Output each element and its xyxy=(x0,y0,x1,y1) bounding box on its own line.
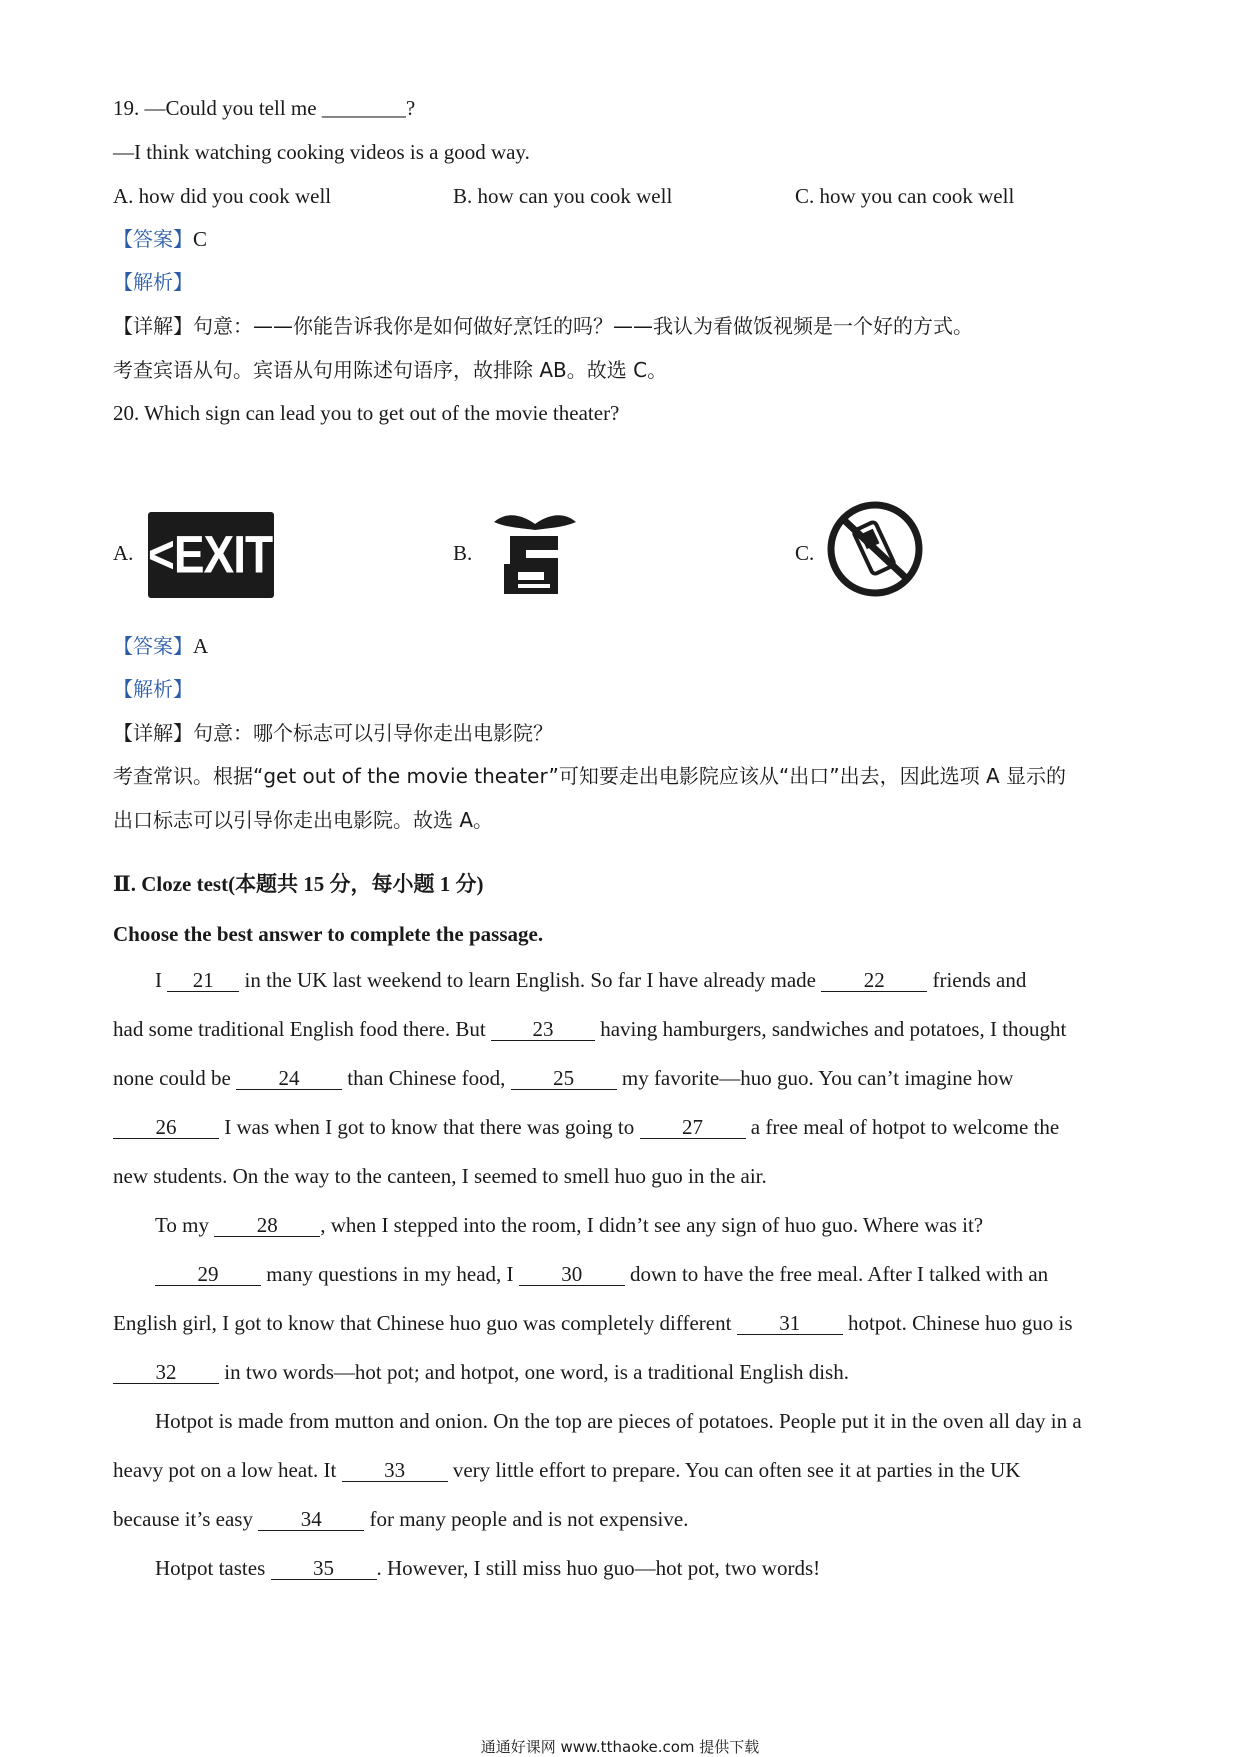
exit-sign-text: <EXIT> xyxy=(148,524,298,584)
answer-value: C xyxy=(193,227,208,251)
blank-32[interactable]: 32 xyxy=(113,1361,219,1384)
passage-line-1: I 21 in the UK last weekend to learn English. So far I have already made 22 friends and xyxy=(155,968,1027,992)
q19-question: 19. —Could you tell me ________? xyxy=(113,96,416,120)
blank-26[interactable]: 26 xyxy=(113,1116,219,1139)
q19-answer xyxy=(113,225,1140,253)
answer-tag: 【答案】 xyxy=(113,227,193,251)
passage-line-8: English girl, I got to know that Chinese huo guo was completely different 31 hotpot. Chinese huo guo is xyxy=(113,1311,1073,1335)
section-instruction: Choose the best answer to complete the passage. xyxy=(113,922,544,946)
q19-option-b: B. how can you cook well xyxy=(453,184,673,208)
q20-question: 20. Which sign can lead you to get out of the movie theater? xyxy=(113,401,620,425)
q20-option-b-label: B. xyxy=(453,541,473,565)
q20-explain-1: 考查常识。根据“get out of the movie theater”可知要走出电影院应该从“出口”出去，因此选项 A 显示的 xyxy=(113,764,1067,788)
passage-line-7: 29 many questions in my head, I 30 down to have the free meal. After I talked with an xyxy=(155,1260,1140,1288)
passage-line-5: new students. On the way to the canteen, I seemed to smell huo guo in the air. xyxy=(113,1164,767,1188)
passage-line-12: because it’s easy 34 for many people and is not expensive. xyxy=(113,1507,689,1531)
q19-reply: —I think watching cooking videos is a good way. xyxy=(113,140,530,164)
blank-30[interactable]: 30 xyxy=(519,1263,625,1286)
blank-23[interactable]: 23 xyxy=(491,1018,595,1041)
passage-line-4: 26 I was when I got to know that there was going to 27 a free meal of hotpot to welcome the xyxy=(113,1113,1140,1141)
q20-explain-2: 出口标志可以引导你走出电影院。故选 A。 xyxy=(113,808,494,832)
q20-answer xyxy=(113,632,1140,660)
blank-28[interactable]: 28 xyxy=(214,1214,320,1237)
passage-line-10: Hotpot is made from mutton and onion. On the top are pieces of potatoes. People put it in the oven all day in a xyxy=(155,1409,1082,1433)
passage-line-13: Hotpot tastes 35 . However, I still miss huo guo—hot pot, two words! xyxy=(155,1556,821,1580)
q20-option-c-label: C. xyxy=(795,541,815,565)
q19-analysis-tag xyxy=(113,268,1140,296)
stairs-sign-icon xyxy=(488,506,582,602)
blank-29[interactable]: 29 xyxy=(155,1263,261,1286)
exit-sign-icon xyxy=(148,512,298,598)
q20-analysis-tag xyxy=(113,675,1140,703)
passage-line-9: 32 in two words—hot pot; and hotpot, one word, is a traditional English dish. xyxy=(113,1358,1140,1386)
q19-option-c: C. how you can cook well xyxy=(795,184,1015,208)
section-heading: Ⅱ. Cloze test(本题共 15 分，每小题 1 分) xyxy=(113,872,484,896)
q19-option-a: A. how did you cook well xyxy=(113,184,332,208)
blank-22[interactable]: 22 xyxy=(821,969,927,992)
analysis-tag: 【解析】 xyxy=(113,270,193,294)
analysis-tag: 【解析】 xyxy=(113,677,193,701)
no-phone-sign-icon xyxy=(826,500,924,598)
blank-33[interactable]: 33 xyxy=(342,1459,448,1482)
passage-line-6: To my 28 , when I stepped into the room, I didn’t see any sign of huo guo. Where was it? xyxy=(155,1213,984,1237)
passage-line-3: none could be 24 than Chinese food, 25 my favorite—huo guo. You can’t imagine how xyxy=(113,1066,1014,1090)
q19-detail: 【详解】句意：——你能告诉我你是如何做好烹饪的吗？——我认为看做饭视频是一个好的方式。 xyxy=(113,314,973,338)
q20-option-a-label: A. xyxy=(113,541,134,565)
blank-31[interactable]: 31 xyxy=(737,1312,843,1335)
passage-line-2: had some traditional English food there. But 23 having hamburgers, sandwiches and potatoes, I thought xyxy=(113,1017,1067,1041)
blank-21[interactable]: 21 xyxy=(167,969,239,992)
answer-tag: 【答案】 xyxy=(113,634,193,658)
answer-value: A xyxy=(193,634,209,658)
passage-line-11: heavy pot on a low heat. It 33 very little effort to prepare. You can often see it at parties in the UK xyxy=(113,1458,1021,1482)
blank-24[interactable]: 24 xyxy=(236,1067,342,1090)
blank-25[interactable]: 25 xyxy=(511,1067,617,1090)
blank-35[interactable]: 35 xyxy=(271,1557,377,1580)
q19-explain: 考查宾语从句。宾语从句用陈述句语序，故排除 AB。故选 C。 xyxy=(113,358,668,382)
page-footer: 通通好课网 www.tthaoke.com 提供下载 xyxy=(480,1738,760,1756)
blank-27[interactable]: 27 xyxy=(640,1116,746,1139)
blank-34[interactable]: 34 xyxy=(258,1508,364,1531)
q20-detail: 【详解】句意：哪个标志可以引导你走出电影院？ xyxy=(113,721,553,745)
